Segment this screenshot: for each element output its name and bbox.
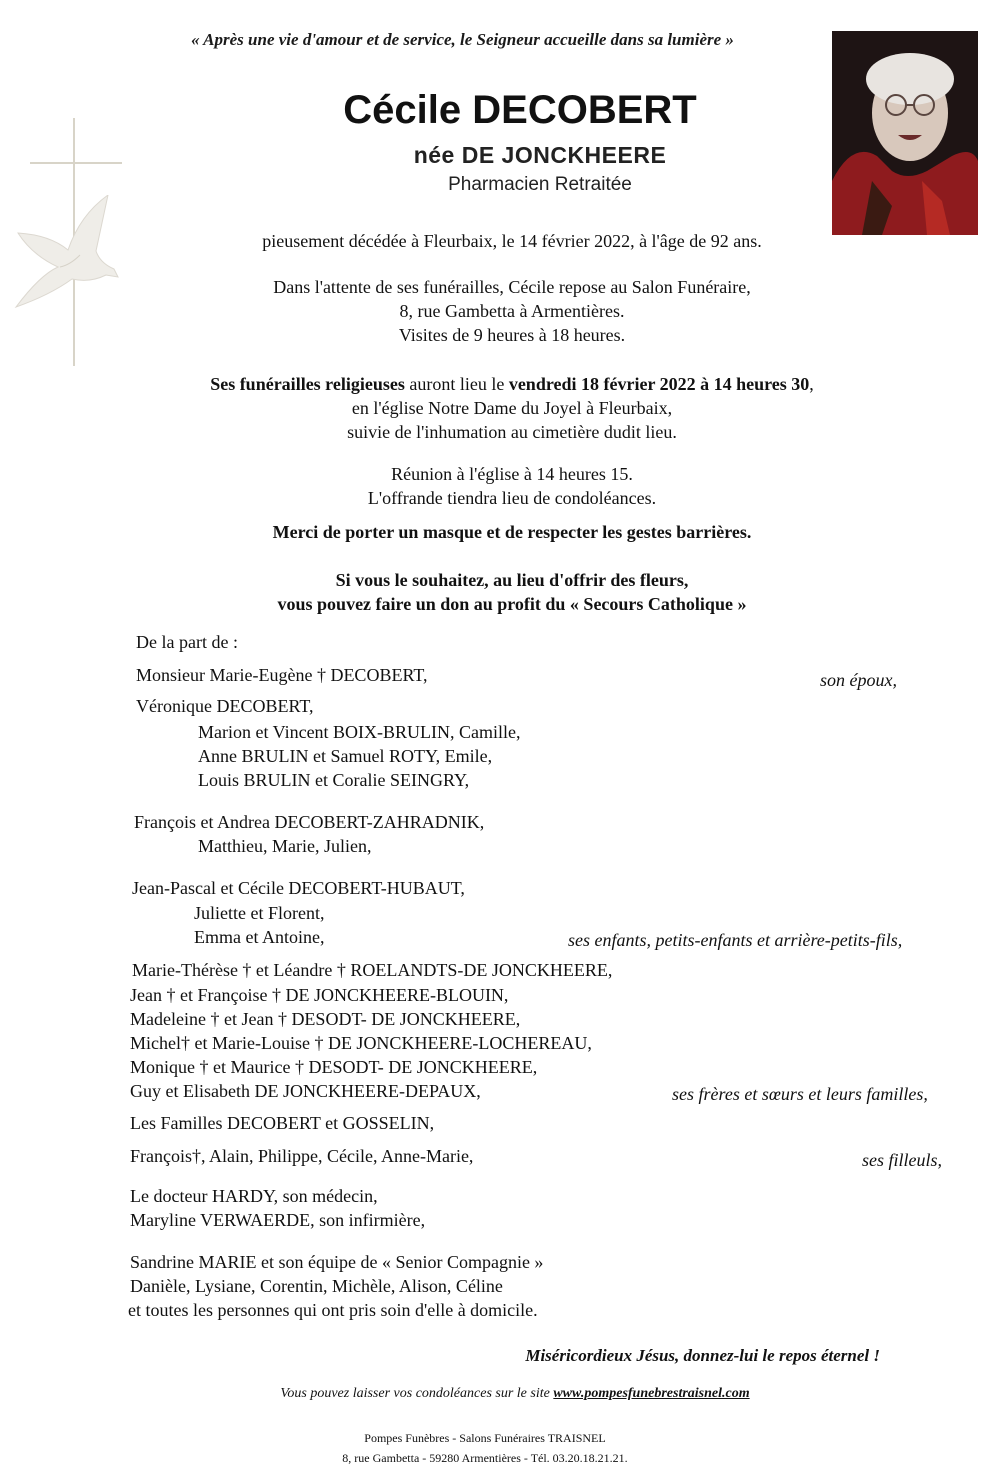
sibling-line: Madeleine † et Jean † DESODT- DE JONCKHEERE, xyxy=(130,1009,521,1029)
sibling-line: Monique † et Maurice † DESODT- DE JONCKHEERE, xyxy=(130,1057,538,1077)
cross-horizontal xyxy=(30,162,122,164)
meeting-info: Réunion à l'église à 14 heures 15. L'offrande tiendra lieu de condoléances. xyxy=(367,464,657,508)
death-notice: pieusement décédée à Fleurbaix, le 14 février 2022, à l'âge de 92 ans. xyxy=(262,231,762,251)
funeral-info: Ses funérailles religieuses auront lieu le vendredi 18 février 2022 à 14 heures 30, en l'église Notre Dame du Joyel à Fleurbaix, suivie de l'inhumation au cimetière dudit lieu. xyxy=(210,374,814,442)
families-line: Les Familles DECOBERT et GOSSELIN, xyxy=(130,1113,435,1133)
grandchild-line: Anne BRULIN et Samuel ROTY, Emile, xyxy=(198,746,493,766)
footer: Pompes Funèbres - Salons Funéraires TRAISNEL 8, rue Gambetta - 59280 Armentières - Tél. 03.20.18.21.21. xyxy=(342,1431,628,1465)
grandchild-line: Marion et Vincent BOIX-BRULIN, Camille, xyxy=(198,722,521,742)
sibling-line: Marie-Thérèse † et Léandre † ROELANDTS-DE JONCKHEERE, xyxy=(132,960,613,980)
opening-quote: « Après une vie d'amour et de service, le Seigneur accueille dans sa lumière » xyxy=(191,30,734,49)
donation-notice: Si vous le souhaitez, au lieu d'offrir des fleurs, vous pouvez faire un don au profit du « Secours Catholique » xyxy=(277,570,747,614)
godchildren-line: François†, Alain, Philippe, Cécile, Anne-Marie, xyxy=(130,1146,474,1166)
spouse-role: son époux, xyxy=(820,670,897,690)
child-1: Véronique DECOBERT, xyxy=(136,696,314,716)
grandchild-line: Matthieu, Marie, Julien, xyxy=(198,836,372,856)
maiden-name: née DE JONCKHEERE xyxy=(413,142,667,168)
wake-info: Dans l'attente de ses funérailles, Cécile repose au Salon Funéraire, 8, rue Gambetta à Armentières. Visites de 9 heures à 18 heures. xyxy=(273,277,751,345)
carers-line: et toutes les personnes qui ont pris soin d'elle à domicile. xyxy=(128,1300,538,1320)
grandchild-line: Juliette et Florent, xyxy=(194,903,325,923)
carers-line: Sandrine MARIE et son équipe de « Senior Compagnie » xyxy=(130,1252,544,1272)
siblings-role: ses frères et sœurs et leurs familles, xyxy=(672,1084,928,1104)
nurse-line: Maryline VERWAERDE, son infirmière, xyxy=(130,1210,426,1230)
children-role: ses enfants, petits-enfants et arrière-petits-fils, xyxy=(568,930,903,950)
profession: Pharmacien Retraitée xyxy=(448,174,632,195)
condolences-link[interactable]: www.pompesfunebrestraisnel.com xyxy=(553,1386,750,1401)
sibling-line: Michel† et Marie-Louise † DE JONCKHEERE-LOCHEREAU, xyxy=(130,1033,592,1053)
condolences-line: Vous pouvez laisser vos condoléances sur le site www.pompesfunebrestraisnel.com xyxy=(280,1386,750,1401)
grandchild-line: Louis BRULIN et Coralie SEINGRY, xyxy=(198,770,470,790)
doctor-line: Le docteur HARDY, son médecin, xyxy=(130,1186,378,1206)
child-2: François et Andrea DECOBERT-ZAHRADNIK, xyxy=(134,812,485,832)
portrait-photo xyxy=(832,31,978,235)
sibling-line: Jean † et Françoise † DE JONCKHEERE-BLOUIN, xyxy=(130,985,509,1005)
closing-prayer: Miséricordieux Jésus, donnez-lui le repos éternel ! xyxy=(525,1346,880,1365)
deceased-name: Cécile DECOBERT xyxy=(343,88,697,132)
sibling-line: Guy et Elisabeth DE JONCKHEERE-DEPAUX, xyxy=(130,1081,481,1101)
grandchild-line: Emma et Antoine, xyxy=(194,927,325,947)
carers-line: Danièle, Lysiane, Corentin, Michèle, Alison, Céline xyxy=(130,1276,503,1296)
from-label: De la part de : xyxy=(136,632,238,652)
spouse-line: Monsieur Marie-Eugène † DECOBERT, xyxy=(136,665,428,685)
child-3: Jean-Pascal et Cécile DECOBERT-HUBAUT, xyxy=(132,878,465,898)
mask-notice: Merci de porter un masque et de respecter les gestes barrières. xyxy=(272,522,752,542)
godchildren-role: ses filleuls, xyxy=(862,1150,942,1170)
